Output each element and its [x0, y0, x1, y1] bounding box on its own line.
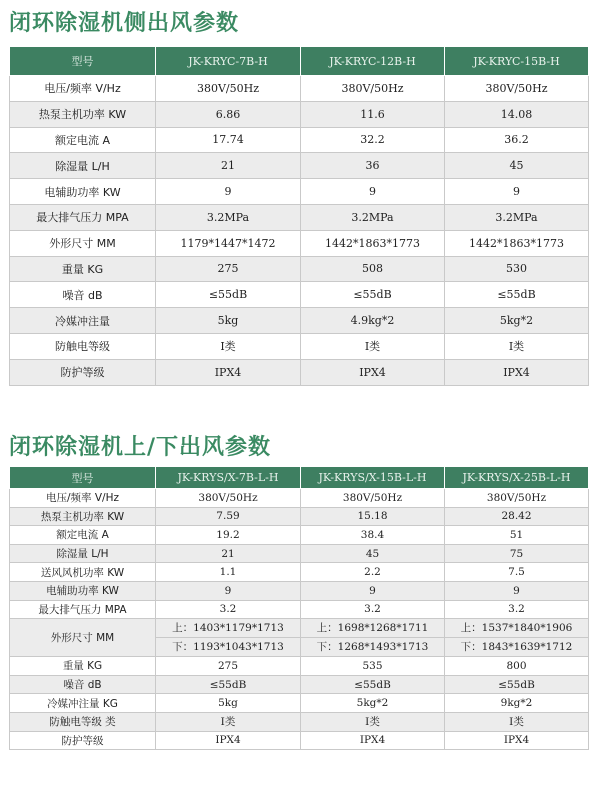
- table-header-row: [10, 467, 589, 489]
- value-cell: 9: [156, 581, 301, 600]
- value-cell: 6.86: [156, 101, 301, 127]
- value-cell: 45: [445, 153, 589, 179]
- value-cell: 5kg: [156, 694, 301, 713]
- value-cell: 3.2: [301, 600, 445, 619]
- value-cell: 380V/50Hz: [301, 489, 445, 508]
- value-cell: IPX4: [301, 731, 445, 750]
- dimension-lower: 下：1193*1043*1713: [156, 637, 300, 656]
- value-cell: 275: [156, 256, 301, 282]
- value-cell: 9: [156, 179, 301, 205]
- value-cell: 38.4: [301, 526, 445, 545]
- table-row: [10, 657, 589, 676]
- value-cell: ≤55dB: [445, 282, 589, 308]
- row-label: 电压/频率 V/Hz: [10, 76, 156, 102]
- row-label: 除湿量 L/H: [10, 153, 156, 179]
- value-cell: 380V/50Hz: [301, 76, 445, 102]
- row-label: 热泵主机功率 KW: [10, 507, 156, 526]
- row-label: 重量 KG: [10, 657, 156, 676]
- value-cell: 7.5: [445, 563, 589, 582]
- row-label: 冷媒冲注量 KG: [10, 694, 156, 713]
- model-header-label: 型号: [10, 467, 156, 489]
- value-cell: 32.2: [301, 127, 445, 153]
- table-row: [10, 507, 589, 526]
- value-cell: 9kg*2: [445, 694, 589, 713]
- value-cell: 15.18: [301, 507, 445, 526]
- value-cell: 17.74: [156, 127, 301, 153]
- model-header-cell: JK-KRYS/X-7B-L-H: [156, 467, 301, 489]
- value-cell: 800: [445, 657, 589, 676]
- row-label: 防护等级: [10, 731, 156, 750]
- value-cell: IPX4: [301, 359, 445, 385]
- value-cell: 5kg*2: [301, 694, 445, 713]
- row-label: 防触电等级: [10, 333, 156, 359]
- value-cell: 3.2: [156, 600, 301, 619]
- value-cell: I类: [445, 712, 589, 731]
- table-row: [10, 256, 589, 282]
- row-label: 重量 KG: [10, 256, 156, 282]
- value-cell: 75: [445, 544, 589, 563]
- model-header-cell: JK-KRYS/X-25B-L-H: [445, 467, 589, 489]
- row-label: 外形尺寸 MM: [10, 230, 156, 256]
- section2-table-wrap: [9, 466, 588, 750]
- section2-table: [9, 466, 589, 750]
- value-cell: IPX4: [445, 359, 589, 385]
- table-row: [10, 526, 589, 545]
- value-cell: I类: [445, 333, 589, 359]
- value-cell: 5kg: [156, 308, 301, 334]
- value-cell: 9: [445, 581, 589, 600]
- dimension-upper: 上：1698*1268*1711: [316, 622, 429, 635]
- dimension-cell: [156, 619, 301, 657]
- value-cell: 9: [301, 581, 445, 600]
- row-label: 电辅助功率 KW: [10, 179, 156, 205]
- value-cell: 4.9kg*2: [301, 308, 445, 334]
- table-row: [10, 76, 589, 102]
- value-cell: I类: [156, 712, 301, 731]
- dimension-cell: [445, 619, 589, 657]
- table-row: [10, 581, 589, 600]
- model-header-cell: JK-KRYC-15B-H: [445, 47, 589, 76]
- model-header-cell: JK-KRYC-12B-H: [301, 47, 445, 76]
- value-cell: 380V/50Hz: [445, 489, 589, 508]
- table-row: [10, 333, 589, 359]
- row-label: 噪音 dB: [10, 675, 156, 694]
- table-row: [10, 153, 589, 179]
- value-cell: ≤55dB: [301, 675, 445, 694]
- table-row: [10, 731, 589, 750]
- value-cell: 380V/50Hz: [445, 76, 589, 102]
- dimension-lower: 下：1843*1639*1712: [445, 637, 588, 656]
- value-cell: 21: [156, 544, 301, 563]
- table-row: [10, 282, 589, 308]
- dimension-lower: 下：1268*1493*1713: [301, 637, 444, 656]
- value-cell: IPX4: [156, 359, 301, 385]
- model-header-label: 型号: [10, 47, 156, 76]
- table-row: [10, 675, 589, 694]
- section1-table: [9, 46, 589, 386]
- value-cell: 36: [301, 153, 445, 179]
- value-cell: IPX4: [445, 731, 589, 750]
- value-cell: 21: [156, 153, 301, 179]
- table-row: [10, 600, 589, 619]
- value-cell: 1179*1447*1472: [156, 230, 301, 256]
- row-label: 除湿量 L/H: [10, 544, 156, 563]
- table-row-dimensions: [10, 619, 589, 657]
- value-cell: 1442*1863*1773: [301, 230, 445, 256]
- row-label: 额定电流 A: [10, 526, 156, 545]
- value-cell: ≤55dB: [301, 282, 445, 308]
- value-cell: 3.2MPa: [445, 204, 589, 230]
- model-header-cell: JK-KRYC-7B-H: [156, 47, 301, 76]
- value-cell: ≤55dB: [445, 675, 589, 694]
- table-row: [10, 563, 589, 582]
- model-header-cell: JK-KRYS/X-15B-L-H: [301, 467, 445, 489]
- value-cell: 36.2: [445, 127, 589, 153]
- value-cell: 275: [156, 657, 301, 676]
- row-label: 电辅助功率 KW: [10, 581, 156, 600]
- row-label: 最大排气压力 MPA: [10, 204, 156, 230]
- value-cell: 9: [301, 179, 445, 205]
- table-row: [10, 179, 589, 205]
- table-row: [10, 101, 589, 127]
- value-cell: 19.2: [156, 526, 301, 545]
- dimension-upper: 上：1403*1179*1713: [172, 622, 284, 635]
- table-row: [10, 694, 589, 713]
- value-cell: 380V/50Hz: [156, 489, 301, 508]
- row-label: 额定电流 A: [10, 127, 156, 153]
- value-cell: I类: [301, 712, 445, 731]
- row-label: 外形尺寸 MM: [10, 619, 156, 657]
- dimension-upper: 上：1537*1840*1906: [460, 622, 573, 635]
- row-label: 最大排气压力 MPA: [10, 600, 156, 619]
- row-label: 热泵主机功率 KW: [10, 101, 156, 127]
- table-row: [10, 712, 589, 731]
- value-cell: ≤55dB: [156, 675, 301, 694]
- value-cell: 9: [445, 179, 589, 205]
- value-cell: 51: [445, 526, 589, 545]
- value-cell: 5kg*2: [445, 308, 589, 334]
- value-cell: 28.42: [445, 507, 589, 526]
- value-cell: 1.1: [156, 563, 301, 582]
- value-cell: 7.59: [156, 507, 301, 526]
- value-cell: 508: [301, 256, 445, 282]
- table-header-row: [10, 47, 589, 76]
- row-label: 送风风机功率 KW: [10, 563, 156, 582]
- table-row: [10, 544, 589, 563]
- row-label: 防触电等级 类: [10, 712, 156, 731]
- value-cell: 530: [445, 256, 589, 282]
- dimension-cell: [301, 619, 445, 657]
- table-row: [10, 127, 589, 153]
- value-cell: 3.2MPa: [301, 204, 445, 230]
- value-cell: 14.08: [445, 101, 589, 127]
- table-row: [10, 489, 589, 508]
- value-cell: 380V/50Hz: [156, 76, 301, 102]
- row-label: 冷媒冲注量: [10, 308, 156, 334]
- value-cell: 1442*1863*1773: [445, 230, 589, 256]
- value-cell: 2.2: [301, 563, 445, 582]
- table-row: [10, 308, 589, 334]
- row-label: 电压/频率 V/Hz: [10, 489, 156, 508]
- table-row: [10, 204, 589, 230]
- table-row: [10, 359, 589, 385]
- table-row: [10, 230, 589, 256]
- value-cell: 3.2: [445, 600, 589, 619]
- value-cell: 535: [301, 657, 445, 676]
- value-cell: IPX4: [156, 731, 301, 750]
- section1-table-wrap: [9, 46, 588, 386]
- value-cell: I类: [301, 333, 445, 359]
- value-cell: I类: [156, 333, 301, 359]
- value-cell: 3.2MPa: [156, 204, 301, 230]
- value-cell: ≤55dB: [156, 282, 301, 308]
- section1-title: 闭环除湿机侧出风参数: [9, 11, 240, 36]
- value-cell: 45: [301, 544, 445, 563]
- value-cell: 11.6: [301, 101, 445, 127]
- row-label: 防护等级: [10, 359, 156, 385]
- section2-title: 闭环除湿机上/下出风参数: [9, 435, 272, 460]
- row-label: 噪音 dB: [10, 282, 156, 308]
